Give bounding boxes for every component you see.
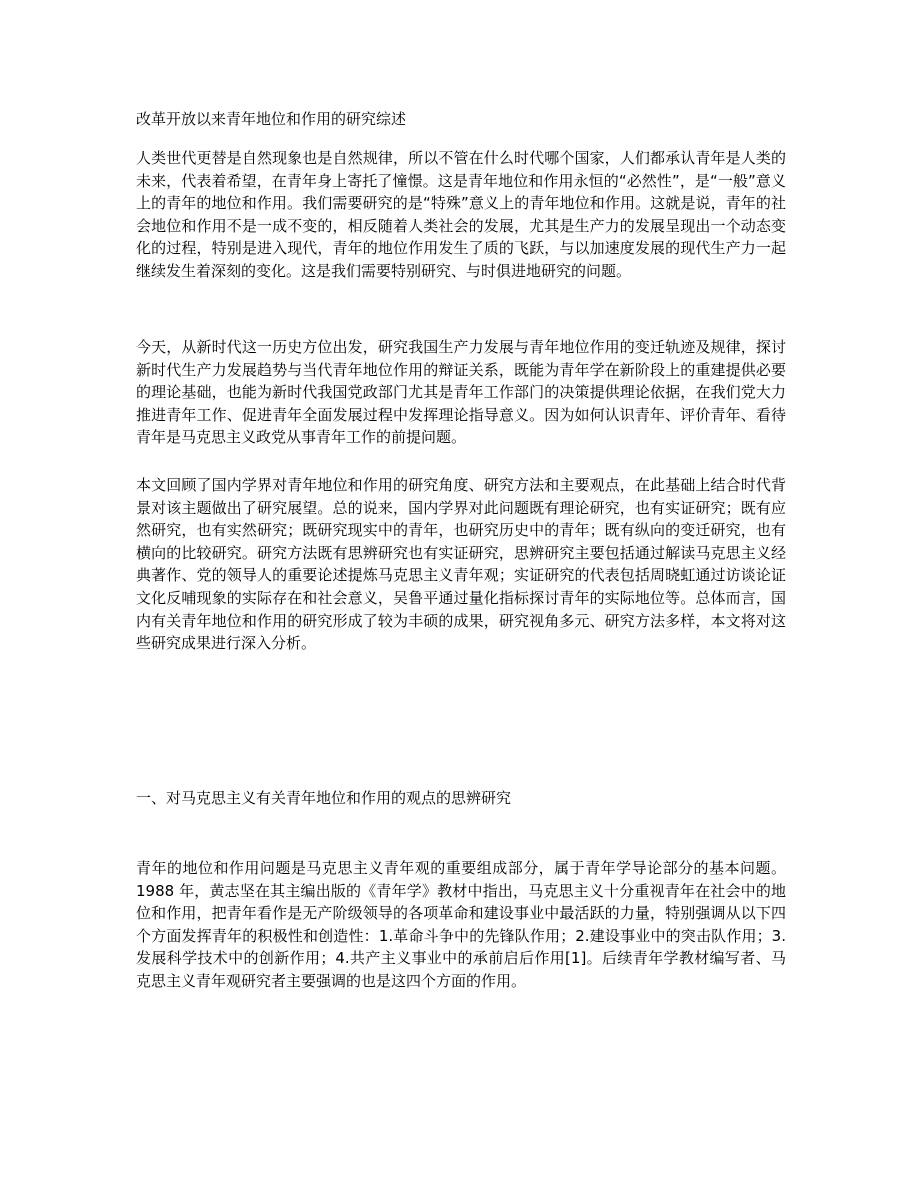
intro-paragraph-1: 人类世代更替是自然现象也是自然规律，所以不管在什么时代哪个国家，人们都承认青年是人类的未来，代表着希望，在青年身上寄托了憧憬。这是青年地位和作用永恒的“必然性”，是“一般”意义上的青年的地位和作用。我们需要研究的是“特殊”意义上的青年地位和作用。这就是说，青年的社会地位和作用不是一成不变的，相反随着人类社会的发展，尤其是生产力的发展呈现出一个动态变化的过程，特别是进入现代，青年的地位作用发生了质的飞跃，与以加速度发展的现代生产力一起继续发生着深刻的变化。这是我们需要特别研究、与时俱进地研究的问题。 [136,149,786,280]
section-paragraph: 青年的地位和作用问题是马克思主义青年观的重要组成部分，属于青年学导论部分的基本问题。1988 年，黄志坚在其主编出版的《青年学》教材中指出，马克思主义十分重视青年在社会中的地位和作用，把青年看作是无产阶级领导的各项革命和建设事业中最活跃的力量，特别强调从以下四个方面发挥青年的积极性和创造性：1.革命斗争中的先锋队作用；2.建设事业中的突击队作用；3.发展科学技术中的创新作用；4.共产主义事业中的承前启后作用[1]。后续青年学教材编写者、马克思主义青年观研究者主要强调的也是这四个方面的作用。 [136,859,786,990]
document-title: 改革开放以来青年地位和作用的研究综述 [136,110,407,128]
intro-paragraph-3: 本文回顾了国内学界对青年地位和作用的研究角度、研究方法和主要观点，在此基础上结合时代背景对该主题做出了研究展望。总的说来，国内学界对此问题既有理论研究，也有实证研究；既有应然研究，也有实然研究；既研究现实中的青年，也研究历史中的青年；既有纵向的变迁研究，也有横向的比较研究。研究方法既有思辨研究也有实证研究，思辨研究主要包括通过解读马克思主义经典著作、党的领导人的重要论述提炼马克思主义青年观；实证研究的代表包括周晓虹通过访谈论证文化反哺现象的实际存在和社会意义，吴鲁平通过量化指标探讨青年的实际地位等。总体而言，国内有关青年地位和作用的研究形成了较为丰硕的成果，研究视角多元、研究方法多样，本文将对这些研究成果进行深入分析。 [136,476,786,653]
intro-paragraph-2: 今天，从新时代这一历史方位出发，研究我国生产力发展与青年地位作用的变迁轨迹及规律，探讨新时代生产力发展趋势与当代青年地位作用的辩证关系，既能为青年学在新阶段上的重建提供必要的理论基础，也能为新时代我国党政部门尤其是青年工作部门的决策提供理论依据，在我们党大力推进青年工作、促进青年全面发展过程中发挥理论指导意义。因为如何认识青年、评价青年、看待青年是马克思主义政党从事青年工作的前提问题。 [136,338,786,447]
section-heading: 一、对马克思主义有关青年地位和作用的观点的思辨研究 [136,789,512,807]
